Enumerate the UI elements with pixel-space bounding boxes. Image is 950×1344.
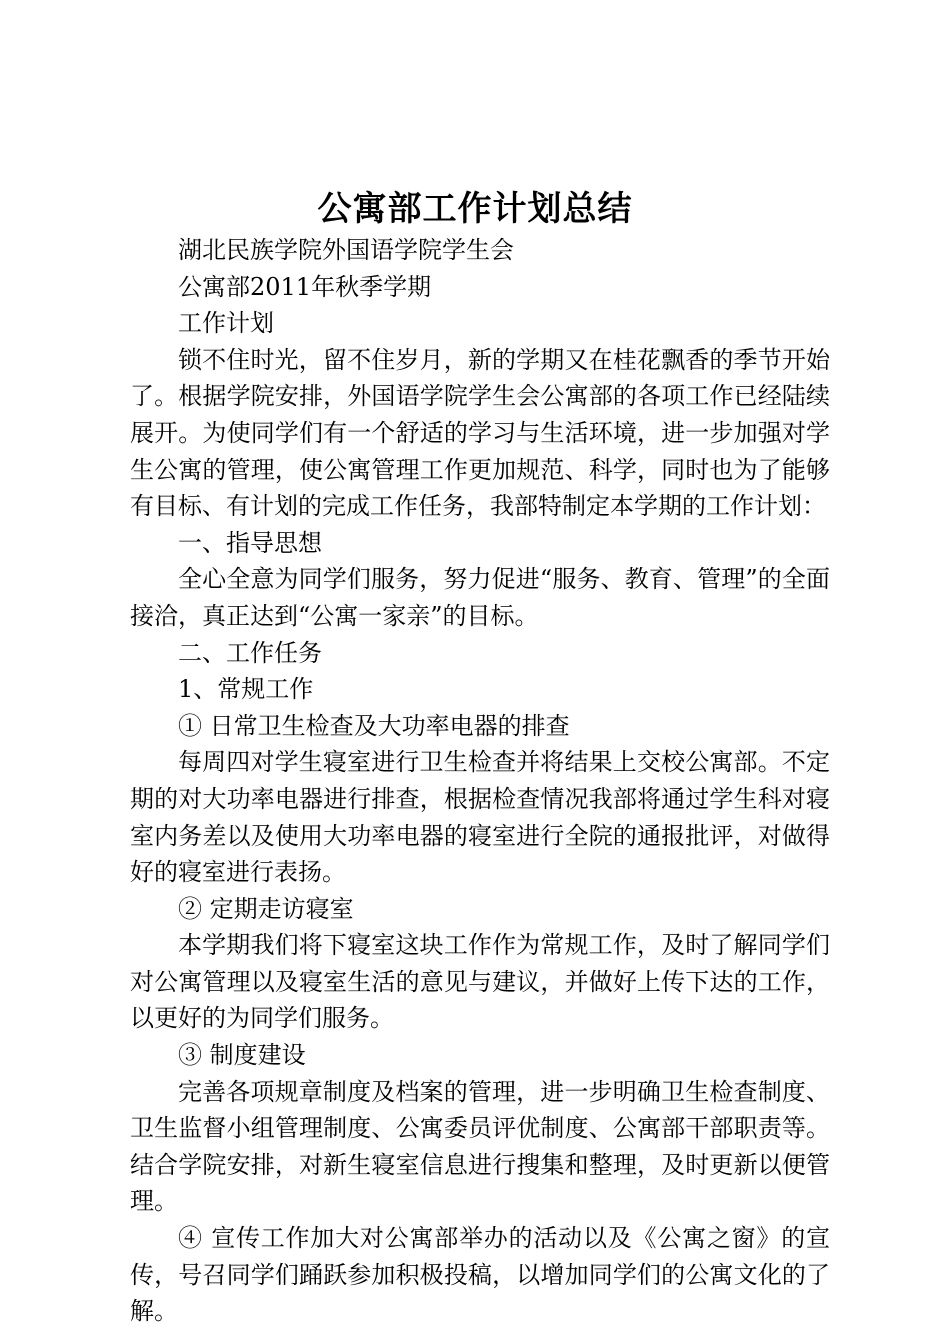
paragraph-intro: 锁不住时光，留不住岁月，新的学期又在桂花飘香的季节开始了。根据学院安排，外国语学院学生会公寓部的各项工作已经陆续展开。为使同学们有一个舒适的学习与生活环境，进一步加强对学生公寓的管理，使公寓管理工作更加规范、科学，同时也为了能够有目标、有计划的完成工作任务，我部特制定本学期的工作计划：: [130, 345, 830, 521]
item-heading-visits: ② 定期走访寝室: [178, 894, 354, 923]
document-body: [130, 232, 830, 1330]
paragraph-plan-label: 工作计划: [178, 309, 274, 338]
paragraph-org: 湖北民族学院外国语学院学生会: [178, 236, 514, 264]
paragraph-publicity: ④ 宣传工作加大对公寓部举办的活动以及《公寓之窗》的宣传，号召同学们踊跃参加积极投稿，以增加同学们的公寓文化的了解。: [130, 1224, 830, 1326]
paragraph-guiding: 全心全意为同学们服务，努力促进“服务、教育、管理”的全面接洽，真正达到“公寓一家亲”的目标。: [130, 565, 830, 630]
item-heading-hygiene: ① 日常卫生检查及大功率电器的排查: [178, 711, 570, 740]
item-heading-rules: ③ 制度建设: [178, 1041, 306, 1070]
section-heading-guiding: 一、指导思想: [178, 528, 322, 557]
paragraph-visits: 本学期我们将下寝室这块工作作为常规工作，及时了解同学们对公寓管理以及寝室生活的意见与建议，并做好上传下达的工作，以更好的为同学们服务。: [130, 931, 830, 1033]
paragraph-hygiene: 每周四对学生寝室进行卫生检查并将结果上交校公寓部。不定期的对大功率电器进行排查，根据检查情况我部将通过学生科对寝室内务差以及使用大功率电器的寝室进行全院的通报批评，对做得好的寝室进行表扬。: [130, 748, 830, 887]
document-title: 公寓部工作计划总结: [317, 189, 633, 229]
subsection-heading-routine: 1、常规工作: [178, 675, 314, 704]
paragraph-dept-term: 公寓部2011年秋季学期: [178, 272, 432, 301]
paragraph-rules: 完善各项规章制度及档案的管理，进一步明确卫生检查制度、卫生监督小组管理制度、公寓委员评优制度、公寓部干部职责等。结合学院安排，对新生寝室信息进行搜集和整理，及时更新以便管理。: [130, 1077, 830, 1216]
section-heading-tasks: 二、工作任务: [178, 638, 322, 667]
